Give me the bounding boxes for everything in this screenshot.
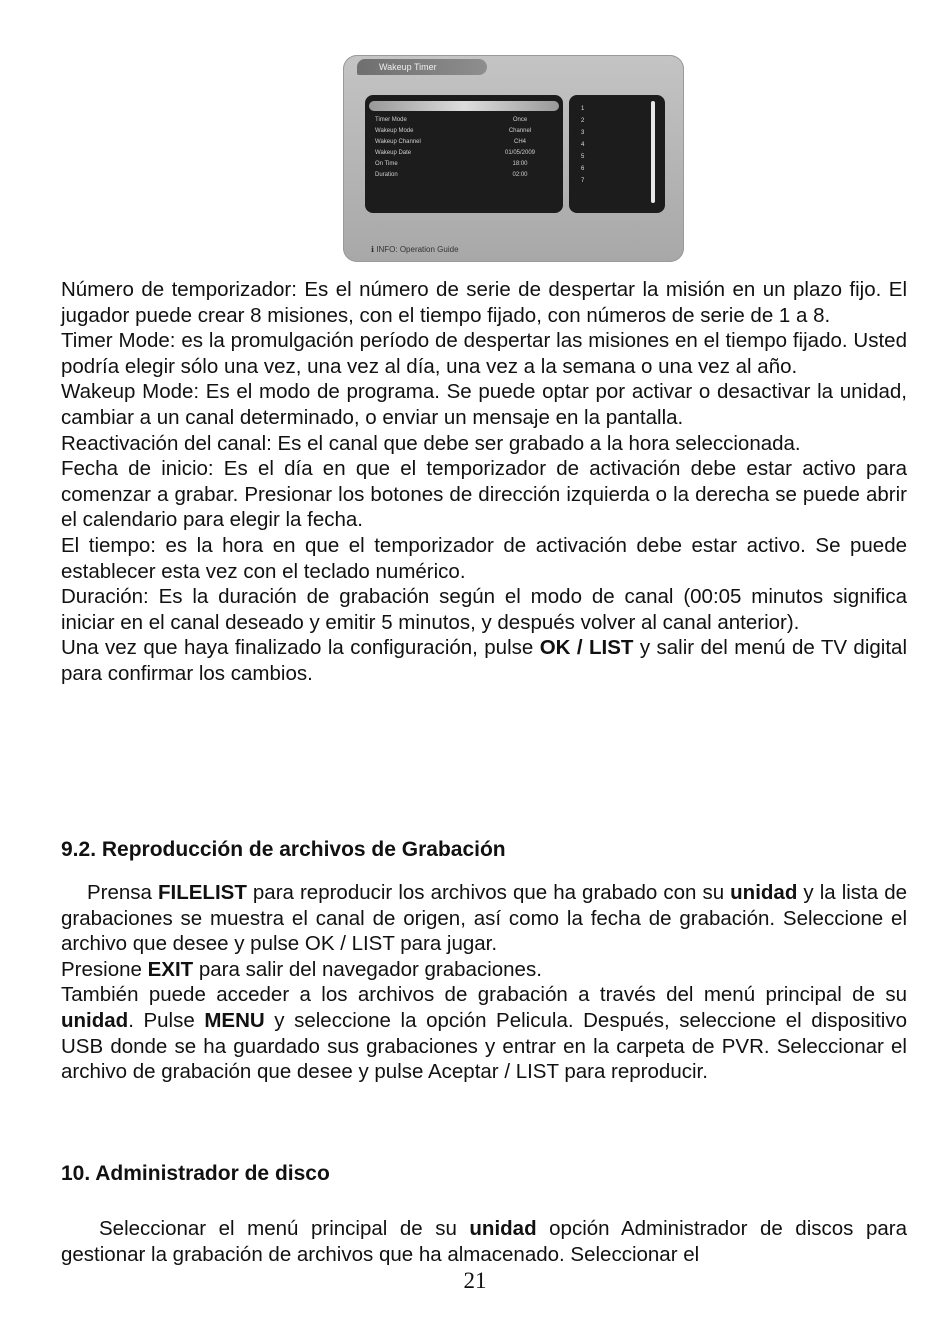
section-playback <box>61 880 907 1085</box>
timer-setting-row <box>375 115 555 126</box>
text: También puede acceder a los archivos de grabación a través del menú principal de su <box>61 983 907 1007</box>
paragraph <box>61 957 907 983</box>
timer-settings-rows <box>375 115 555 181</box>
paragraph <box>61 880 907 957</box>
bold-text: unidad <box>61 1008 129 1032</box>
text: para reproducir los archivos que ha grabado con su <box>246 881 731 904</box>
setting-label: On Time <box>375 161 398 167</box>
page-number: 21 <box>463 1268 487 1293</box>
setting-label: Wakeup Date <box>375 150 412 156</box>
setting-label: Wakeup Channel <box>375 139 421 145</box>
setting-value: 18:00 <box>512 161 528 167</box>
key-label: MENU <box>204 1008 265 1032</box>
timer-setting-row <box>375 137 555 148</box>
bold-text: unidad <box>469 1217 537 1240</box>
setting-label: Wakeup Mode <box>375 128 414 134</box>
text: Presione <box>61 957 148 981</box>
timer-number-list <box>581 103 584 187</box>
text: Una vez que haya finalizado la configuración, pulse <box>61 636 540 660</box>
setting-label: Duration <box>375 172 398 178</box>
section-heading: 9.2. Reproducción de archivos de Grabación <box>61 838 506 861</box>
paragraph: Duración: Es la duración de grabación según el modo de canal (00:05 minutos significa iniciar en el canal deseado y emitir 5 minutos, y después volver al canal anterior). <box>61 585 907 634</box>
section-heading: 10. Administrador de disco <box>61 1162 330 1185</box>
selection-highlight <box>369 101 559 111</box>
key-label: FILELIST <box>158 881 247 904</box>
footer-text: INFO: Operation Guide <box>376 245 459 254</box>
paragraph <box>61 635 907 686</box>
paragraph: Número de temporizador: Es el número de serie de despertar la misión en un plazo fijo. El jugador puede crear 8 misiones, con el tiempo fijado, con números de serie de 1 a 8. <box>61 278 907 327</box>
figure-title: Wakeup Timer <box>357 59 487 75</box>
figure-footer <box>371 245 459 254</box>
timer-setting-row <box>375 159 555 170</box>
text: y salir del menú de TV digital para confirmar los cambios. <box>61 636 907 685</box>
paragraph <box>61 1216 907 1267</box>
timer-number: 6 <box>581 166 585 172</box>
setting-label: Timer Mode <box>375 117 407 123</box>
setting-value: 01/05/2009 <box>504 150 536 156</box>
paragraph: Wakeup Mode: Es el modo de programa. Se puede optar por activar o desactivar la unidad, cambiar a un canal determinado, o enviar un mensaje en la pantalla. <box>61 380 907 429</box>
paragraph: Reactivación del canal: Es el canal que debe ser grabado a la hora seleccionada. <box>61 431 801 455</box>
section-timer-description <box>61 277 907 687</box>
timer-number: 7 <box>581 178 585 184</box>
section-disk-manager <box>61 1216 907 1267</box>
timer-setting-row <box>375 170 555 181</box>
info-icon: ℹ <box>371 245 377 254</box>
text: y la lista de grabaciones se muestra el canal de origen, así como la fecha de grabación. Seleccione el archivo que desee y pulse OK / LIST para jugar. <box>61 881 908 956</box>
timer-number: 2 <box>581 118 585 124</box>
text: y seleccione la opción Pelicula. Después, seleccione el dispositivo USB donde se ha guardado sus grabaciones y entrar en la carpeta de PVR. Seleccionar el archivo de grabación que desee y pulse Aceptar / LIST para reproducir. <box>61 1008 907 1084</box>
scrollbar <box>651 101 655 203</box>
paragraph: El tiempo: es la hora en que el temporizador de activación debe estar activo. Se puede establecer esta vez con el teclado numérico. <box>61 533 907 583</box>
timer-number: 3 <box>581 130 585 136</box>
timer-list-panel <box>569 95 665 213</box>
text: Prensa <box>87 881 159 904</box>
paragraph: Fecha de inicio: Es el día en que el temporizador de activación debe estar activo para comenzar a grabar. Presionar los botones de dirección izquierda o la derecha se puede abrir el calendario para elegir la fecha. <box>61 457 907 532</box>
wakeup-timer-screenshot <box>343 55 684 262</box>
key-label: OK / LIST <box>539 636 634 660</box>
text: Seleccionar el menú principal de su <box>99 1217 470 1240</box>
text: opción Administrador de discos para gestionar la grabación de archivos que ha almacenado. Seleccionar el <box>61 1217 907 1266</box>
timer-number: 4 <box>581 142 585 148</box>
text: . Pulse <box>128 1008 205 1032</box>
timer-setting-row <box>375 126 555 137</box>
bold-text: unidad <box>730 881 798 904</box>
setting-value: Once <box>512 117 528 123</box>
paragraph: Timer Mode: es la promulgación período de despertar las misiones en el tiempo fijado. Usted podría elegir sólo una vez, una vez al día, una vez a la semana o una vez al año. <box>61 329 907 378</box>
setting-value: 02:00 <box>512 172 528 178</box>
setting-value: Channel <box>508 128 532 134</box>
timer-settings-panel <box>365 95 563 213</box>
text: para salir del navegador grabaciones. <box>193 957 542 981</box>
timer-setting-row <box>375 148 555 159</box>
paragraph <box>61 982 907 1084</box>
timer-number: 1 <box>581 106 585 112</box>
timer-number: 5 <box>581 154 585 160</box>
key-label: EXIT <box>147 957 194 981</box>
setting-value: CH4 <box>513 139 526 145</box>
